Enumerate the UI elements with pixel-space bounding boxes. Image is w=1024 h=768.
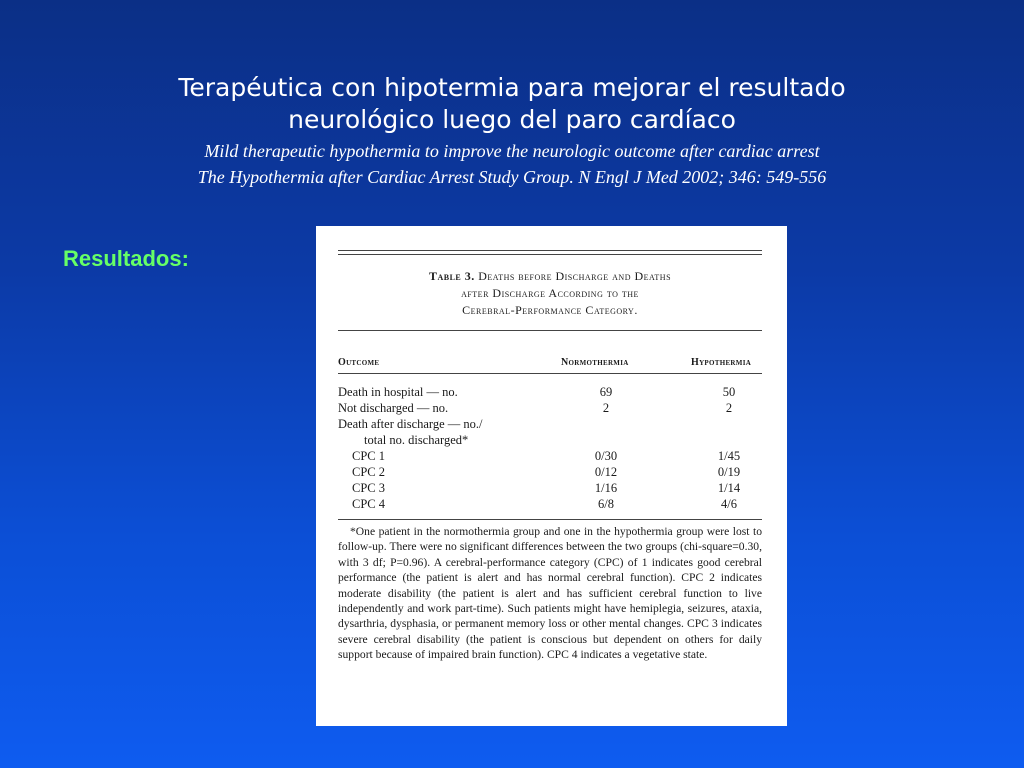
results-label: Resultados: <box>63 246 189 271</box>
row-outcome: CPC 1 <box>352 449 386 463</box>
row-outcome: CPC 2 <box>352 465 386 479</box>
caption-line3: Cerebral-Performance Category. <box>462 303 638 317</box>
row-normothermia: 1/16 <box>594 481 618 495</box>
table-footnote: *One patient in the normothermia group and one in the hypothermia group were lost to follow-up. There were no significant differences between the two groups (chi-square=0.30, with 3 df; P=0.96). A cerebral-performance category (CPC) of 1 indicates good cerebral performance (the patient is alert and has normal cerebral function). CPC 2 indicates moderate disability (the patient is alert and has sufficient cerebral function to live independently and work part-time). Such patients might have hemiplegia, seizures, ataxia, dysarthria, dysphasia, or permanent memory loss or other mental changes. CPC 3 indicates severe cerebral disability (the patient is conscious but dependent on others for daily support because of impaired brain function). CPC 4 indicates a vegetative state. <box>338 525 762 662</box>
table-row <box>338 384 762 400</box>
table-row <box>338 416 762 432</box>
footnote-rule <box>338 519 762 520</box>
header-rule <box>338 373 762 374</box>
table-figure <box>316 226 787 726</box>
title-spanish-line2: neurológico luego del paro cardíaco <box>288 105 736 134</box>
caption-rule <box>338 330 762 331</box>
slide-title <box>0 72 1024 190</box>
row-outcome: total no. discharged* <box>364 433 469 447</box>
title-english: Mild therapeutic hypothermia to improve the neurologic outcome after cardiac arrest <box>204 141 820 161</box>
table-row <box>338 464 762 480</box>
row-normothermia: 6/8 <box>598 497 614 511</box>
table-row <box>338 496 762 512</box>
table-body <box>338 384 762 512</box>
citation-reference: The Hypothermia after Cardiac Arrest Study Group. N Engl J Med 2002; 346: 549-556 <box>197 167 827 187</box>
row-hypothermia: 1/45 <box>717 449 741 463</box>
header-normothermia: Normothermia <box>561 357 629 368</box>
row-normothermia: 0/12 <box>594 465 618 479</box>
row-outcome: CPC 4 <box>352 497 386 511</box>
table-caption <box>338 268 762 319</box>
row-hypothermia: 4/6 <box>721 497 737 511</box>
row-outcome: CPC 3 <box>352 481 386 495</box>
table-row <box>338 400 762 416</box>
table-label: Table 3. <box>428 269 475 283</box>
top-rule <box>338 250 762 251</box>
row-normothermia: 0/30 <box>594 449 618 463</box>
table-row <box>338 448 762 464</box>
row-hypothermia: 1/14 <box>717 481 741 495</box>
caption-line2: after Discharge According to the <box>461 286 639 300</box>
row-normothermia: 2 <box>602 401 610 415</box>
title-spanish-line1: Terapéutica con hipotermia para mejorar el resultado <box>178 73 846 102</box>
row-normothermia: 69 <box>599 385 613 399</box>
row-hypothermia: 50 <box>722 385 736 399</box>
table-row <box>338 480 762 496</box>
table-row <box>338 432 762 448</box>
row-outcome: Death after discharge — no./ <box>338 417 483 431</box>
row-hypothermia: 0/19 <box>717 465 741 479</box>
header-hypothermia: Hypothermia <box>691 357 752 368</box>
row-hypothermia: 2 <box>725 401 733 415</box>
row-outcome: Death in hospital — no. <box>338 385 458 399</box>
header-outcome: Outcome <box>338 357 380 368</box>
caption-line1: Deaths before Discharge and Deaths <box>478 269 672 283</box>
row-outcome: Not discharged — no. <box>338 401 449 415</box>
